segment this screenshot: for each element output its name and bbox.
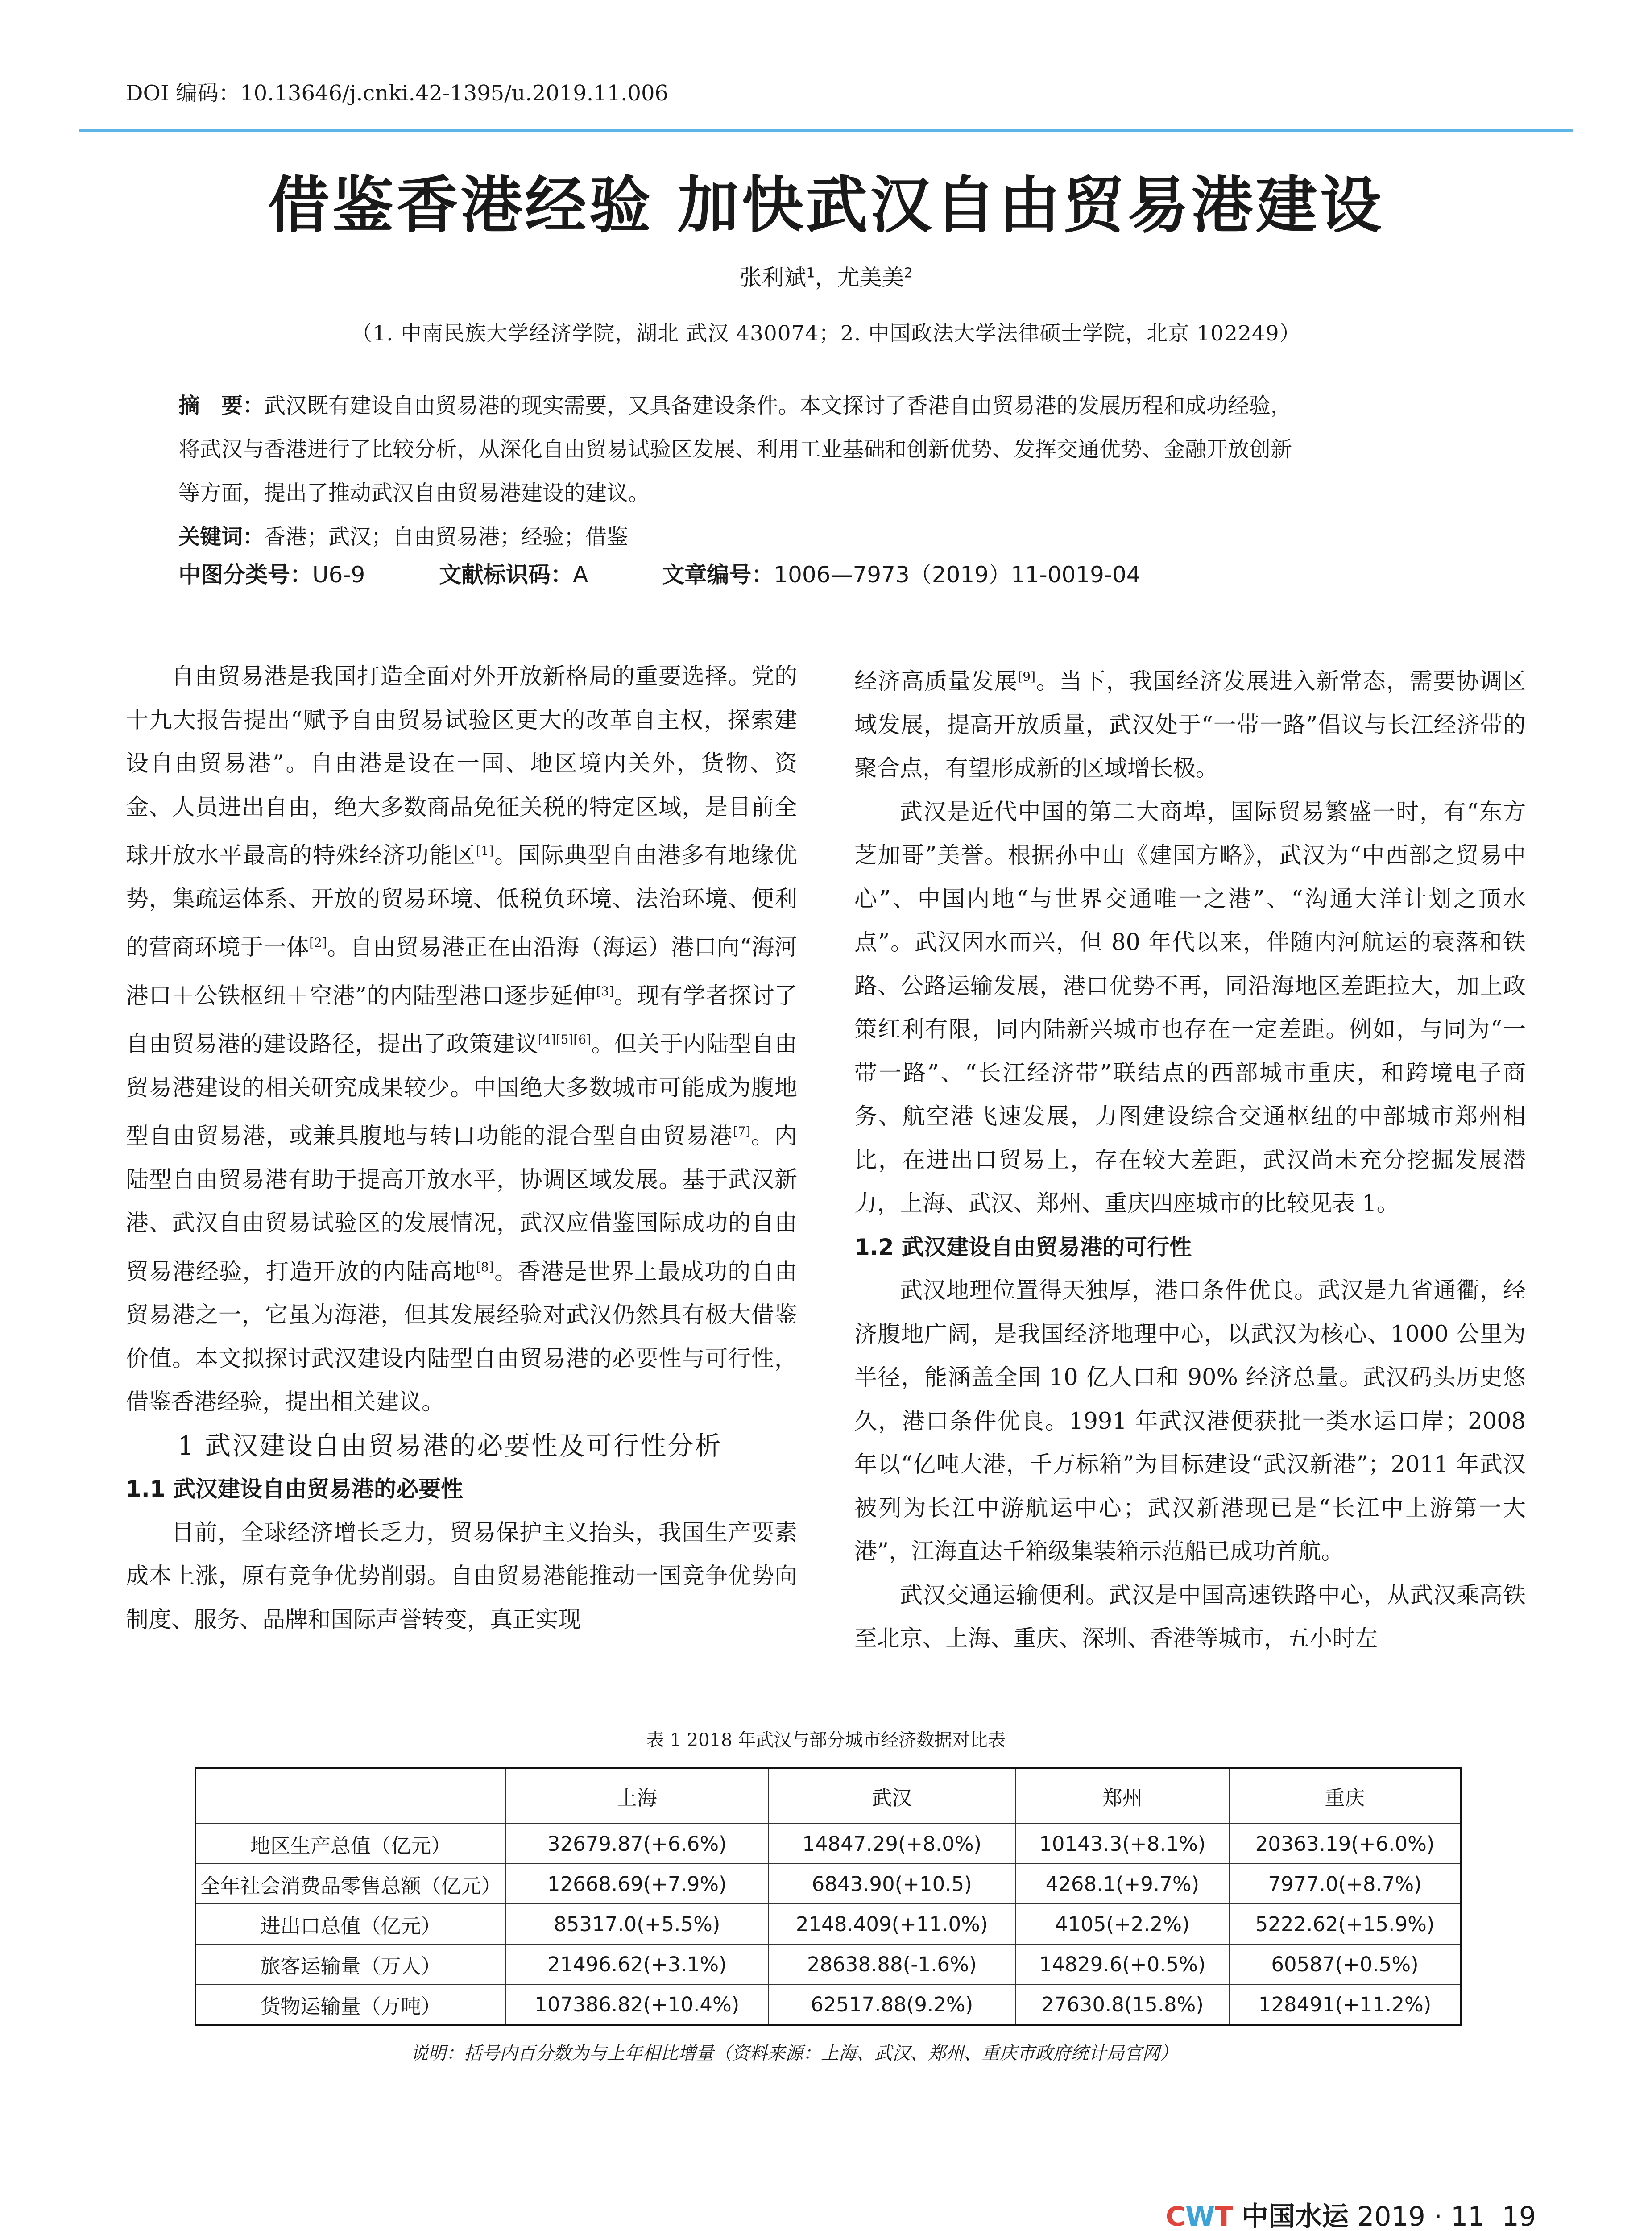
- header-rule: [79, 129, 1573, 132]
- right-column: [854, 655, 1526, 1661]
- table-header-cell: 郑州: [1015, 1768, 1230, 1824]
- table-cell: 62517.88(9.2%): [769, 1984, 1015, 2025]
- table-cell: 85317.0(+5.5%): [505, 1904, 769, 1944]
- table-cell: 2148.409(+11.0%): [769, 1904, 1015, 1944]
- abstract-block: [178, 384, 1495, 559]
- table-cell: 5222.62(+15.9%): [1230, 1904, 1461, 1944]
- table-cell: 14847.29(+8.0%): [769, 1824, 1015, 1864]
- keywords-label: 关键词：: [178, 524, 265, 549]
- page-footer: [1166, 2195, 1536, 2231]
- classification-line: [178, 557, 1141, 589]
- abstract-line-3: 等方面，提出了推动武汉自由贸易港建设的建议。: [178, 481, 650, 506]
- table-header-cell: 重庆: [1230, 1768, 1461, 1824]
- row-label: 进出口总值（亿元）: [195, 1904, 505, 1944]
- intro-paragraph: 自由贸易港是我国打造全面对外开放新格局的重要选择。党的十九大报告提出“赋予自由贸易试验区更大的改革自主权，探索建设自由贸易港”。自由港是设在一国、地区境内关外，货物、资金、人员进出自由，绝大多数商品免征关税的特定区域，是目前全球开放水平最高的特殊经济功能区[1]。国际典型自由港多有地缘优势，集疏运体系、开放的贸易环境、低税负环境、法治环境、便利的营商环境于一体[2]。自由贸易港正在由沿海（海运）港口向“海河港口＋公铁枢纽＋空港”的内陆型港口逐步延伸[3]。现有学者探讨了自由贸易港的建设路径，提出了政策建议[4][5][6]。但关于内陆型自由贸易港建设的相关研究成果较少。中国绝大多数城市可能成为腹地型自由贸易港，或兼具腹地与转口功能的混合型自由贸易港[7]。内陆型自由贸易港有助于提高开放水平，协调区域发展。基于武汉新港、武汉自由贸易试验区的发展情况，武汉应借鉴国际成功的自由贸易港经验，打造开放的内陆高地[8]。香港是世界上最成功的自由贸易港之一，它虽为海港，但其发展经验对武汉仍然具有极大借鉴价值。本文拟探讨武汉建设内陆型自由贸易港的必要性与可行性，借鉴香港经验，提出相关建议。: [126, 663, 797, 1415]
- page-number: 19: [1502, 2201, 1536, 2231]
- table-cell: 32679.87(+6.6%): [505, 1824, 769, 1864]
- author-2-affil: 2: [904, 265, 913, 281]
- table-header-cell: 武汉: [769, 1768, 1015, 1824]
- row-label: 全年社会消费品零售总额（亿元）: [195, 1864, 505, 1904]
- table-cell: 4268.1(+9.7%): [1015, 1864, 1230, 1904]
- table-row: [195, 1824, 1461, 1864]
- table-header-row: [195, 1768, 1461, 1824]
- table-caption: 表 1 2018 年武汉与部分城市经济数据对比表: [646, 1730, 1006, 1750]
- table-cell: 6843.90(+10.5): [769, 1864, 1015, 1904]
- section-1-2-heading: 1.2 武汉建设自由贸易港的可行性: [854, 1234, 1192, 1260]
- table-cell: 14829.6(+0.5%): [1015, 1944, 1230, 1984]
- author-separator: ，: [815, 265, 837, 290]
- table-cell: 60587(+0.5%): [1230, 1944, 1461, 1984]
- author-2: 尤美美: [837, 265, 904, 290]
- table-cell: 20363.19(+6.0%): [1230, 1824, 1461, 1864]
- doc-code-label: 文献标识码：: [439, 562, 573, 588]
- clc-value: U6-9: [312, 562, 365, 588]
- table-row: [195, 1944, 1461, 1984]
- journal-logo: CWT: [1165, 2201, 1234, 2231]
- row-label: 旅客运输量（万人）: [195, 1944, 505, 1984]
- table-header-cell: [195, 1768, 505, 1824]
- clc-label: 中图分类号：: [178, 562, 312, 588]
- author-1: 张利斌: [739, 265, 807, 290]
- city-comparison-table: [195, 1767, 1462, 2026]
- table-cell: 12668.69(+7.9%): [505, 1864, 769, 1904]
- table-cell: 7977.0(+8.7%): [1230, 1864, 1461, 1904]
- abstract-line-2: 将武汉与香港进行了比较分析，从深化自由贸易试验区发展、利用工业基础和创新优势、发挥交通优势、金融开放创新: [178, 437, 1292, 462]
- left-column: [126, 655, 797, 1642]
- section-1-1-paragraph: 目前，全球经济增长乏力，贸易保护主义抬头，我国生产要素成本上涨，原有竞争优势削弱。自由贸易港能推动一国竞争优势向制度、服务、品牌和国际声誉转变，真正实现: [126, 1519, 797, 1633]
- keywords-text: 香港；武汉；自由贸易港；经验；借鉴: [264, 524, 629, 549]
- affiliation: （1. 中南民族大学经济学院，湖北 武汉 430074；2. 中国政法大学法律硕士学院，北京 102249）: [351, 321, 1301, 346]
- table-cell: 128491(+11.2%): [1230, 1984, 1461, 2025]
- table-note: 说明：括号内百分数为与上年相比增量（资料来源：上海、武汉、郑州、重庆市政府统计局官网）: [410, 2043, 1178, 2064]
- article-no-value: 1006—7973（2019）11-0019-04: [774, 562, 1141, 588]
- table-header-cell: 上海: [505, 1768, 769, 1824]
- table-cell: 28638.88(-1.6%): [769, 1944, 1015, 1984]
- doi-line: DOI 编码：10.13646/j.cnki.42-1395/u.2019.11.006: [126, 81, 669, 106]
- abstract-label: 摘 要：: [178, 393, 265, 418]
- table-cell: 10143.3(+8.1%): [1015, 1824, 1230, 1864]
- abstract-line-1: 武汉既有建设自由贸易港的现实需要，又具备建设条件。本文探讨了香港自由贸易港的发展历程和成功经验，: [264, 393, 1292, 418]
- section-1-heading: 1 武汉建设自由贸易港的必要性及可行性分析: [178, 1430, 722, 1461]
- article-no-label: 文章编号：: [662, 562, 774, 588]
- doc-code-value: A: [573, 562, 588, 588]
- table-row: [195, 1984, 1461, 2025]
- table-cell: 21496.62(+3.1%): [505, 1944, 769, 1984]
- issue-number: 2019 · 11: [1357, 2201, 1485, 2231]
- table-row: [195, 1904, 1461, 1944]
- table-cell: 107386.82(+10.4%): [505, 1984, 769, 2025]
- section-1-1-heading: 1.1 武汉建设自由贸易港的必要性: [126, 1476, 463, 1502]
- journal-name: 中国水运: [1242, 2201, 1349, 2231]
- row-label: 地区生产总值（亿元）: [195, 1824, 505, 1864]
- table-row: [195, 1864, 1461, 1904]
- wuhan-history-paragraph: 武汉是近代中国的第二大商埠，国际贸易繁盛一时，有“东方芝加哥”美誉。根据孙中山《建国方略》，武汉为“中西部之贸易中心”、中国内地“与世界交通唯一之港”、“沟通大洋计划之顶水点”。武汉因水而兴，但 80 年代以来，伴随内河航运的衰落和铁路、公路运输发展，港口优势不再，同沿海地区差距拉大，加上政策红利有限，同内陆新兴城市也存在一定差距。例如，与同为“一带一路”、“长江经济带”联结点的西部城市重庆，和跨境电子商务、航空港飞速发展，力图建设综合交通枢纽的中部城市郑州相比，在进出口贸易上，存在较大差距，武汉尚未充分挖掘发展潜力，上海、武汉、郑州、重庆四座城市的比较见表 1。: [854, 799, 1526, 1217]
- author-1-affil: 1: [806, 265, 815, 281]
- geography-paragraph: 武汉地理位置得天独厚，港口条件优良。武汉是九省通衢，经济腹地广阔，是我国经济地理中心，以武汉为核心、1000 公里为半径，能涵盖全国 10 亿人口和 90% 经济总量。武汉码头历史悠久，港口条件优良。1991 年武汉港便获批一类水运口岸；2008 年以“亿吨大港，千万标箱”为目标建设“武汉新港”；2011 年武汉被列为长江中游航运中心；武汉新港现已是“长江中上游第一大港”，江海直达千箱级集装箱示范船已成功首航。: [854, 1277, 1526, 1565]
- table-cell: 27630.8(15.8%): [1015, 1984, 1230, 2025]
- authors: [0, 260, 1652, 292]
- article-title: 借鉴香港经验 加快武汉自由贸易港建设: [268, 170, 1384, 241]
- row-label: 货物运输量（万吨）: [195, 1984, 505, 2025]
- table-cell: 4105(+2.2%): [1015, 1904, 1230, 1944]
- continued-paragraph: 经济高质量发展[9]。当下，我国经济发展进入新常态，需要协调区域发展，提高开放质量，武汉处于“一带一路”倡议与长江经济带的聚合点，有望形成新的区域增长极。: [854, 668, 1526, 782]
- transport-paragraph: 武汉交通运输便利。武汉是中国高速铁路中心，从武汉乘高铁至北京、上海、重庆、深圳、香港等城市，五小时左: [854, 1582, 1526, 1652]
